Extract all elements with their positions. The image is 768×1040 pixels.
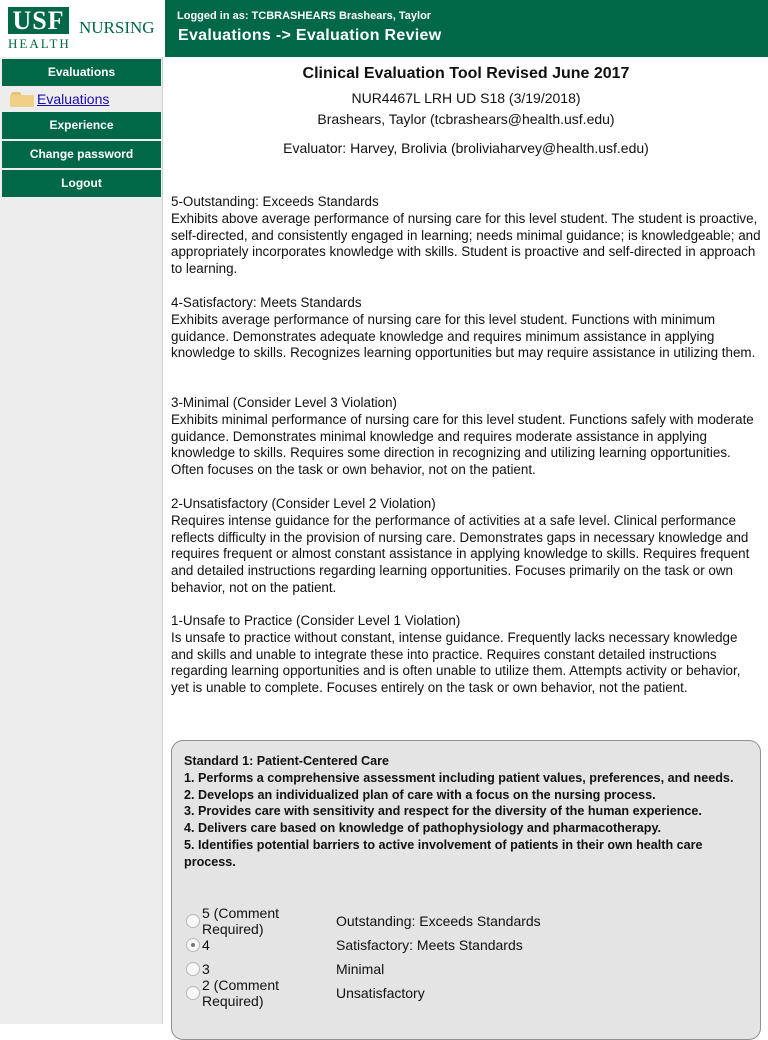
scale-description: Requires intense guidance for the performance of activities at a safe level. Clinical performance reflects difficulty in the provision of nursing care. Demonstrates gaps in necessary knowledge and requires frequent or almost constant assistance in applying knowledge to skills. Requires frequent and detailed instructions regarding learning opportunities. Focuses primarily on the task or own behavior, not on the patient. — [171, 512, 750, 595]
sidebar-item-change-password[interactable]: Change password — [2, 141, 161, 168]
scale-heading: 3-Minimal (Consider Level 3 Violation) — [171, 395, 398, 410]
radio-button[interactable] — [186, 986, 200, 1000]
standard-1-panel — [171, 740, 761, 1040]
evaluator-info: Evaluator: Harvey, Brolivia (broliviaharvey@health.usf.edu) — [283, 140, 649, 156]
rating-option-code: 3 — [202, 961, 210, 977]
sidebar-subitem-evaluations-link[interactable]: Evaluations — [37, 91, 110, 107]
sidebar-item-evaluations[interactable]: Evaluations — [2, 59, 161, 86]
standard-criterion: 1. Performs a comprehensive assessment including patient values, preferences, and needs. — [184, 770, 734, 785]
rating-option-3[interactable] — [186, 959, 384, 979]
standard-criterion: 5. Identifies potential barriers to active involvement of patients in their own health care process. — [184, 837, 703, 869]
standard-criteria — [184, 753, 754, 871]
scale-heading: 4-Satisfactory: Meets Standards — [171, 295, 362, 310]
rating-option-desc: Outstanding: Exceeds Standards — [336, 913, 541, 929]
scale-description: Exhibits above average performance of nursing care for this level student. The student is proactive, self-directed, and consistently engaged in learning; needs minimal guidance; is knowledgeable; and appropriately incorporates knowledge with skills. Student is proactive and self-directed in approach to learning. — [171, 210, 761, 277]
evaluation-title: Clinical Evaluation Tool Revised June 2017 — [302, 65, 630, 82]
rating-option-code: 2 (Comment Required) — [202, 977, 280, 1009]
rating-option-desc: Unsatisfactory — [336, 985, 425, 1001]
scale-level-4 — [171, 295, 761, 362]
scale-level-3 — [171, 395, 761, 479]
scale-description: Is unsafe to practice without constant, intense guidance. Frequently lacks necessary knowledge and skills and unable to integrate these into practice. Requires constant detailed instructions regarding learning opportunities and is often unable to utilize them. Attempts activity or behavior, yet is unable to complete. Focuses entirely on the task or own behavior, not the patient. — [171, 629, 741, 696]
rating-option-5[interactable] — [186, 905, 541, 937]
rating-option-desc: Minimal — [336, 961, 385, 977]
course-info: NUR4467L LRH UD S18 (3/19/2018) — [351, 90, 581, 106]
standard-title: Standard 1: Patient-Centered Care — [184, 754, 390, 768]
student-info: Brashears, Taylor (tcbrashears@health.usf.edu) — [317, 111, 615, 127]
rating-option-4[interactable] — [186, 935, 523, 955]
rating-option-desc: Satisfactory: Meets Standards — [336, 937, 523, 953]
sidebar-item-logout[interactable]: Logout — [2, 170, 161, 197]
scale-heading: 5-Outstanding: Exceeds Standards — [171, 194, 379, 209]
standard-criterion: 4. Delivers care based on knowledge of pathophysiology and pharmacotherapy. — [184, 821, 662, 836]
scale-level-1 — [171, 613, 761, 697]
sidebar-item-experience[interactable]: Experience — [2, 112, 161, 139]
nursing-logo-text: NURSING — [79, 18, 155, 37]
standard-criterion: 2. Develops an individualized plan of care with a focus on the nursing process. — [184, 787, 656, 802]
standard-criterion: 3. Provides care with sensitivity and respect for the diversity of the human experience. — [184, 804, 702, 819]
scale-heading: 1-Unsafe to Practice (Consider Level 1 Violation) — [171, 613, 461, 628]
logged-in-user: Logged in as: TCBRASHEARS Brashears, Taylor — [177, 10, 432, 22]
rating-option-code: 5 (Comment Required) — [202, 905, 280, 937]
health-logo-text: HEALTH — [8, 36, 71, 51]
header-bar — [165, 0, 768, 57]
sidebar-subitem-evaluations[interactable] — [10, 89, 109, 109]
radio-button[interactable] — [186, 914, 200, 928]
usf-logo-mark: USF — [8, 7, 69, 34]
usf-health-nursing-logo[interactable] — [0, 0, 163, 57]
radio-button-selected[interactable] — [186, 938, 200, 952]
page-breadcrumb: Evaluations -> Evaluation Review — [178, 27, 442, 44]
scale-description: Exhibits minimal performance of nursing care for this level student. Functions safely with moderate guidance. Demonstrates minimal knowledge and requires moderate assistance in applying knowledge to skills. Requires some direction in recognizing and utilizing learning opportunities. Often focuses on the task or own behavior, not on the patient. — [171, 411, 754, 478]
scale-level-5 — [171, 194, 761, 278]
scale-heading: 2-Unsatisfactory (Consider Level 2 Violation) — [171, 496, 436, 511]
scale-description: Exhibits average performance of nursing care for this level student. Functions with minimum guidance. Demonstrates adequate knowledge and requires minimum assistance in applying knowledge to skills. Recognizes learning opportunities but may require assistance in utilizing them. — [171, 311, 756, 361]
rating-option-2[interactable] — [186, 977, 425, 1009]
folder-icon — [10, 92, 34, 107]
sidebar — [0, 0, 163, 1024]
radio-button[interactable] — [186, 962, 200, 976]
rating-option-code: 4 — [202, 937, 210, 953]
scale-level-2 — [171, 496, 761, 597]
